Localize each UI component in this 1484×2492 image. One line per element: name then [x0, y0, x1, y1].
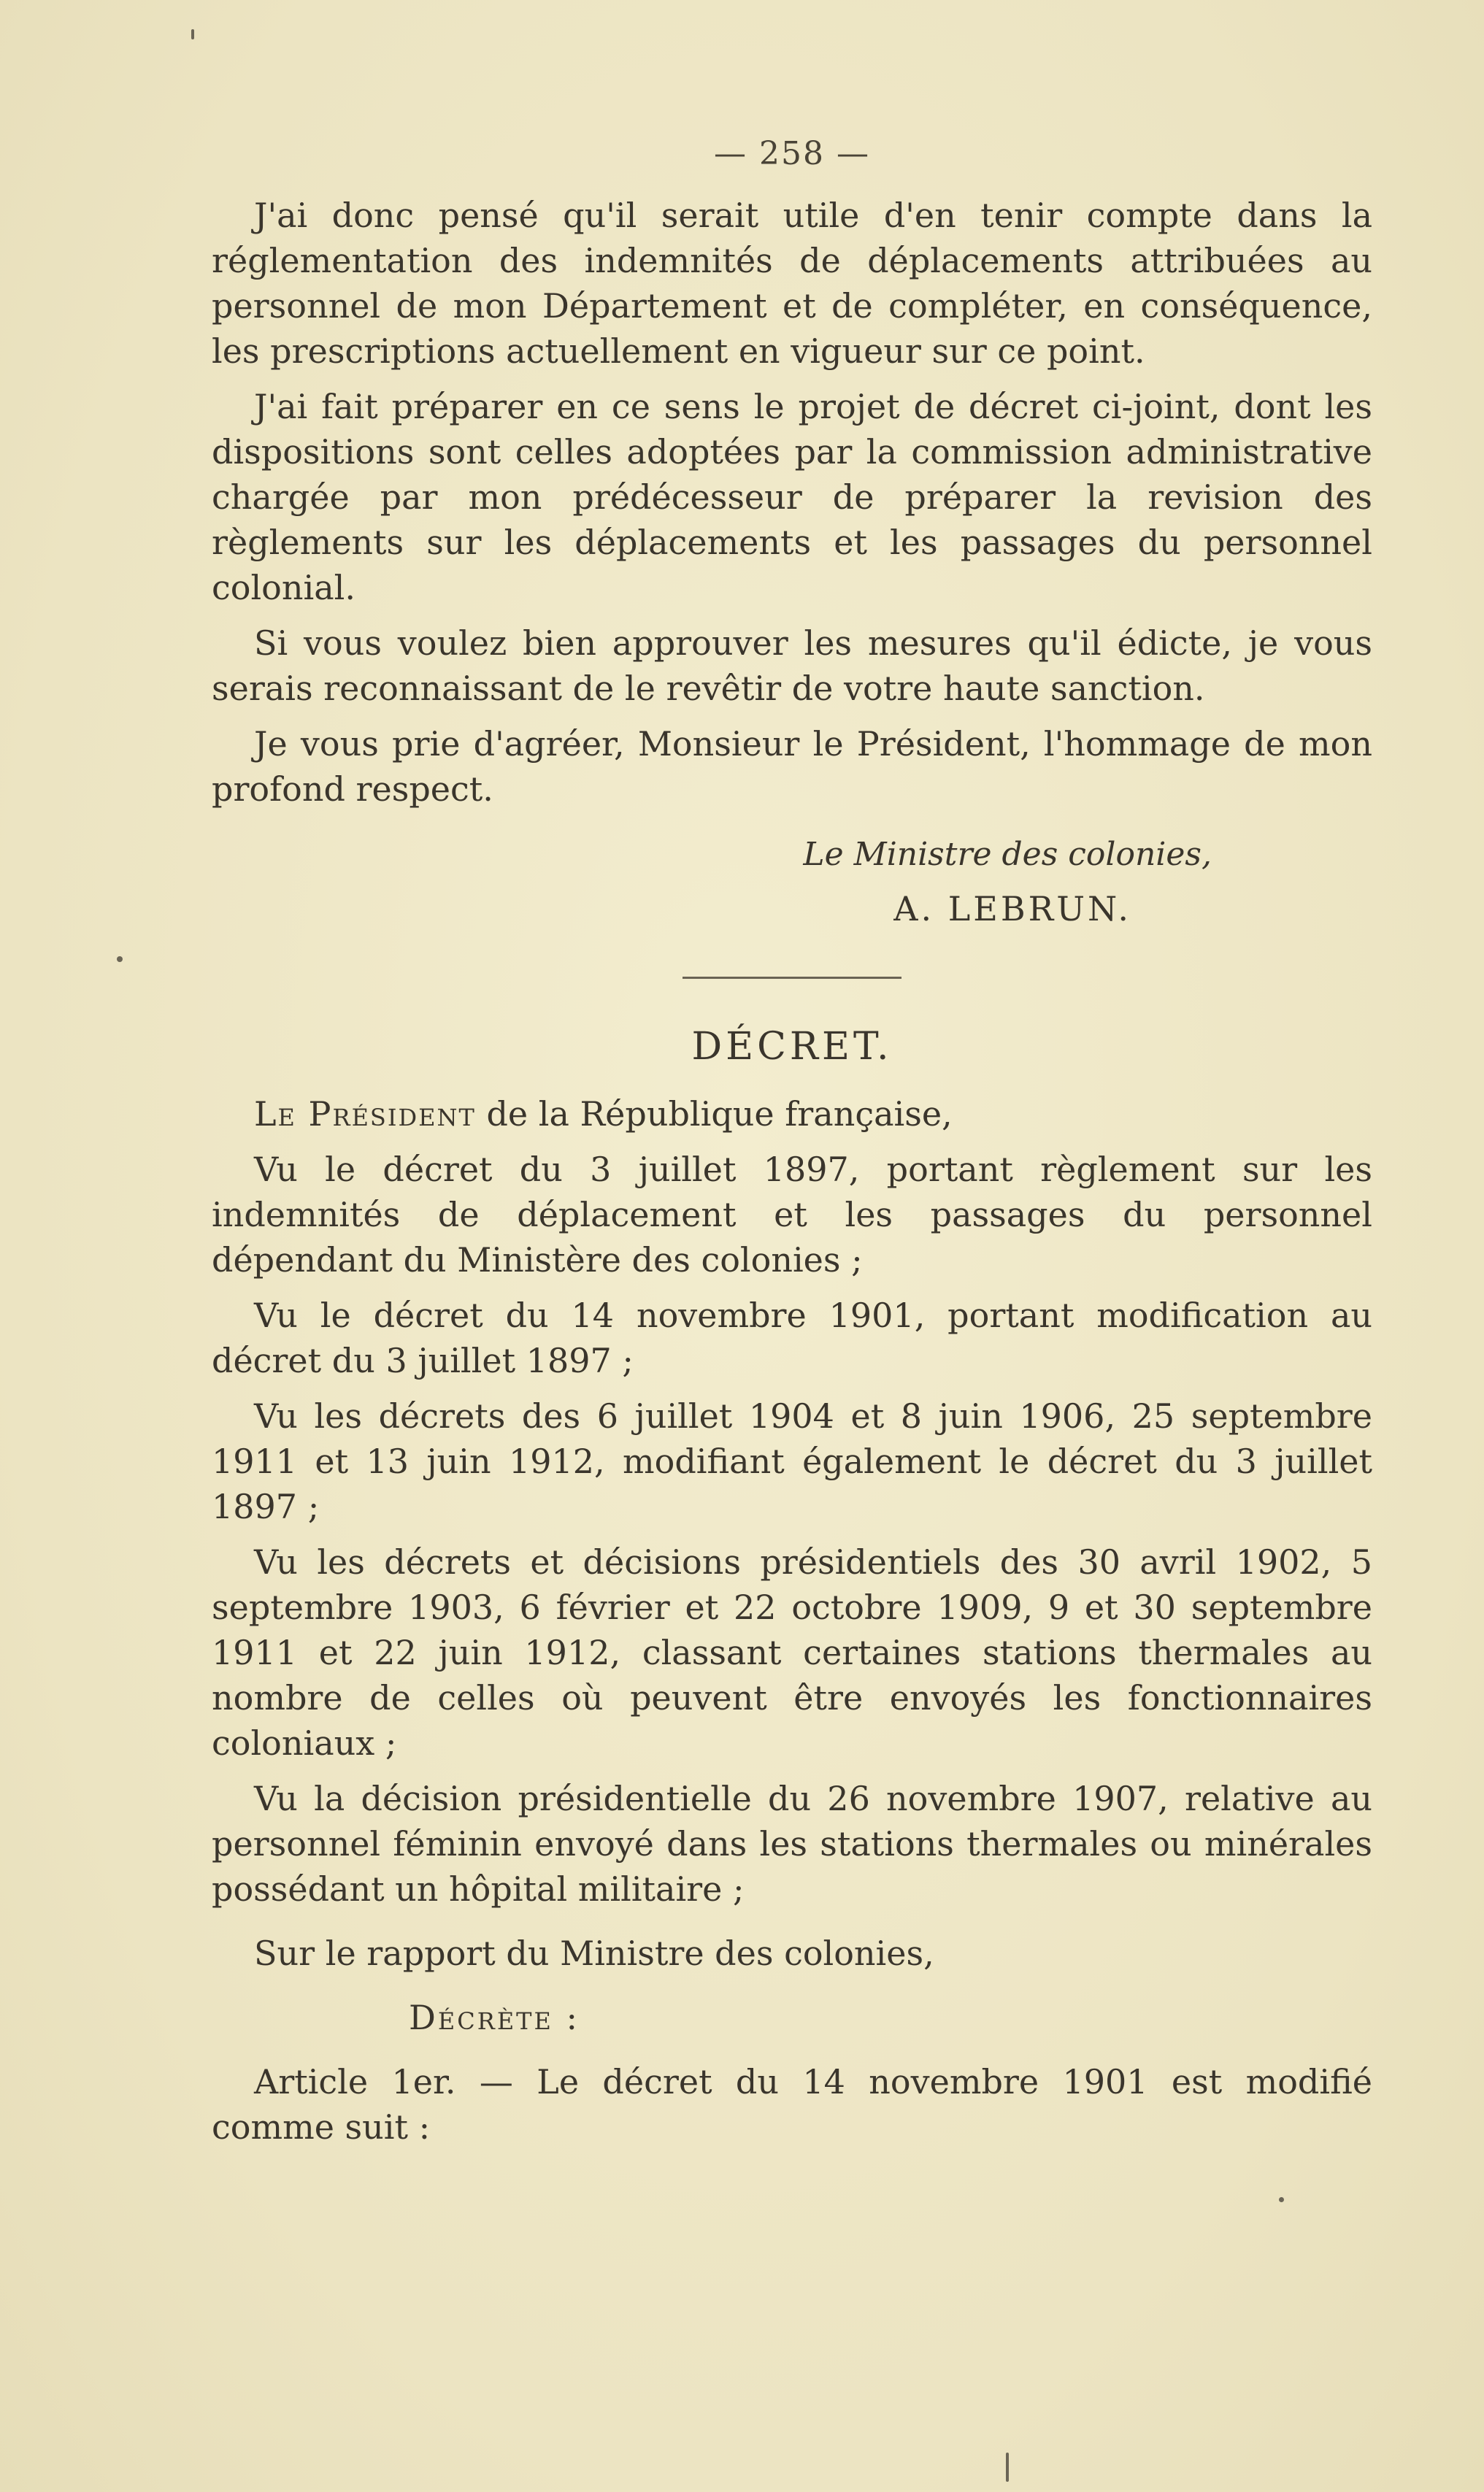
paper-speck — [117, 956, 123, 962]
signature-block — [212, 832, 1372, 877]
paragraph-4: Je vous prie d'agréer, Monsieur le Président, l'hommage de mon profond respect. — [212, 724, 1372, 809]
signature-role: Le Ministre des colonies, — [803, 836, 1212, 873]
preamble-rest: de la République française, — [475, 1094, 953, 1134]
decree-heading: DÉCRET. — [691, 1025, 893, 1069]
paper-speck — [191, 29, 194, 39]
consideration-3: Vu les décrets des 6 juillet 1904 et 8 juin 1906, 25 septembre 1911 et 13 juin 1912, modifiant également le décret du 3 juillet 1897 ; — [212, 1396, 1372, 1526]
decrete-line: Décrète : — [409, 1998, 580, 2037]
consideration-1: Vu le décret du 3 juillet 1897, portant règlement sur les indemnités de déplacement et les passages du personnel dépendant du Ministère des colonies ; — [212, 1150, 1372, 1280]
paragraph-1: J'ai donc pensé qu'il serait utile d'en tenir compte dans la réglementation des indemnités de déplacements attribuées au personnel de mon Département et de compléter, en conséquence, les prescriptions actuellement en vigueur sur ce point. — [212, 196, 1372, 371]
signature-name: A. LEBRUN. — [893, 889, 1131, 928]
article-1: Article 1er. — Le décret du 14 novembre 1901 est modifié comme suit : — [212, 2062, 1372, 2147]
consideration-4: Vu les décrets et décisions présidentiels des 30 avril 1902, 5 septembre 1903, 6 février et 22 octobre 1909, 9 et 30 septembre 1911 et 22 juin 1912, classant certaines stations thermales au nombre de celles où peuvent être envoyés les fonctionnaires coloniaux ; — [212, 1542, 1372, 1763]
text-column — [212, 131, 1372, 2160]
consideration-2: Vu le décret du 14 novembre 1901, portant modification au décret du 3 juillet 1897 ; — [212, 1296, 1372, 1380]
section-divider — [683, 977, 901, 979]
consideration-5: Vu la décision présidentielle du 26 novembre 1907, relative au personnel féminin envoyé dans les stations thermales ou minérales possédant un hôpital militaire ; — [212, 1779, 1372, 1909]
preamble-lead: Le Président — [254, 1094, 476, 1134]
paragraph-3: Si vous voulez bien approuver les mesures qu'il édicte, je vous serais reconnaissant de le revêtir de votre haute sanction. — [212, 623, 1372, 708]
paragraph-2: J'ai fait préparer en ce sens le projet de décret ci-joint, dont les dispositions sont celles adoptées par la commission administrative chargée par mon prédécesseur de préparer la revision des règlements sur les déplacements et les passages du personnel colonial. — [212, 387, 1372, 607]
page-number: — 258 — — [714, 135, 870, 172]
paper-speck — [1006, 2453, 1009, 2482]
report-line: Sur le rapport du Ministre des colonies, — [254, 1934, 934, 1973]
paper-speck — [1279, 2197, 1284, 2202]
decree-preamble — [212, 1091, 1372, 1137]
